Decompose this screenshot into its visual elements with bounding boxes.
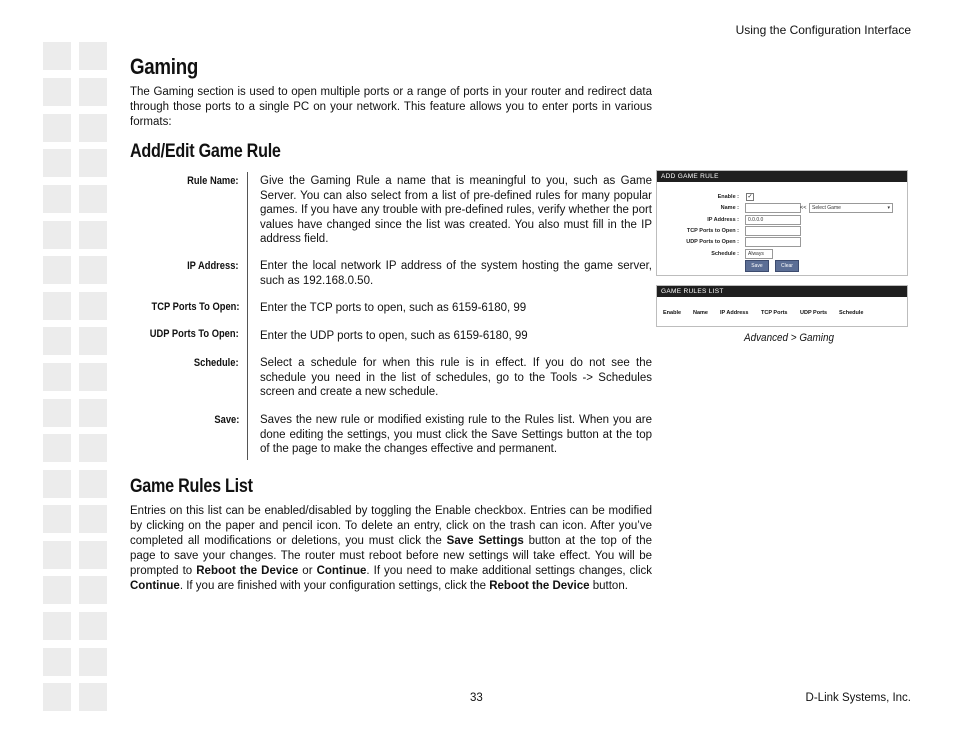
ip-address-label: IP Address : <box>707 217 739 223</box>
save-button[interactable]: Save <box>745 260 769 272</box>
intro-paragraph: The Gaming section is used to open multiple ports or a range of ports in your router and redirect data through those ports to a single PC on your network. This feature allows you to enter ports in various formats: <box>130 86 652 128</box>
figure-caption: Advanced > Gaming <box>744 332 834 344</box>
ip-address-input[interactable]: 0.0.0.0 <box>745 215 801 225</box>
field-label-tcp-ports: TCP Ports To Open: <box>151 301 239 313</box>
text-run: Entries on this list can be enabled/disabled by toggling the Enable checkbox. Entries can be modified by clicking on the paper and pencil icon. To delete an entry, click on the trash can icon. After you’ve completed all modifications or deletions, you must click the <box>130 505 652 547</box>
text-run: button. <box>589 580 628 592</box>
footer-company: D-Link Systems, Inc. <box>805 692 911 704</box>
col-udp-ports: UDP Ports <box>800 310 828 316</box>
bold-continue: Continue <box>130 580 180 592</box>
tcp-ports-label: TCP Ports to Open : <box>686 228 739 234</box>
running-header: Using the Configuration Interface <box>735 23 911 37</box>
field-label-save: Save: <box>214 414 239 426</box>
bold-save-settings: Save Settings <box>446 535 524 547</box>
text-run: button at the top of the page to save your changes. The router must reboot before new settings will take effect. You will be prompted to <box>130 535 653 577</box>
text-run: . If you are finished with your configuration settings, click the <box>179 580 490 592</box>
field-desc-tcp-ports: Enter the TCP ports to open, such as 6159-6180, 99 <box>260 302 527 314</box>
game-rules-list-title: GAME RULES LIST <box>657 286 907 297</box>
bold-reboot-device: Reboot the Device <box>489 580 590 592</box>
field-label-schedule: Schedule: <box>194 357 239 369</box>
field-label-rule-name: Rule Name: <box>187 175 239 187</box>
add-game-rule-panel <box>656 170 908 276</box>
field-desc-ip-address: Enter the local network IP address of the system hosting the game server, such as 192.168.0.50. <box>260 260 652 287</box>
udp-ports-label: UDP Ports to Open : <box>686 239 739 245</box>
copy-arrow[interactable]: << <box>800 205 807 211</box>
enable-label: Enable : <box>717 194 739 200</box>
col-tcp-ports: TCP Ports <box>761 310 788 316</box>
divider-line <box>247 172 248 460</box>
text-run: or <box>298 565 317 577</box>
schedule-label: Schedule : <box>711 251 739 257</box>
field-desc-udp-ports: Enter the UDP ports to open, such as 6159-6180, 99 <box>260 330 528 342</box>
select-game-dropdown[interactable] <box>809 203 893 213</box>
col-ip-address: IP Address <box>720 310 749 316</box>
add-game-rule-title: ADD GAME RULE <box>657 171 907 182</box>
select-game-value: Select Game <box>812 205 841 211</box>
col-name: Name <box>693 310 708 316</box>
udp-ports-input[interactable] <box>745 237 801 247</box>
col-enable: Enable <box>663 310 682 316</box>
text-run: . If you need to make additional settings changes, click <box>366 565 653 577</box>
add-edit-heading: Add/Edit Game Rule <box>130 141 281 162</box>
field-desc-save: Saves the new rule or modified existing rule to the Rules list. When you are done editing the settings, you must click the Save Settings button at the top of the page to make the changes effective and permanent. <box>260 414 652 455</box>
chevron-down-icon: ▾ <box>887 205 890 211</box>
game-rules-list-panel <box>656 285 908 327</box>
tcp-ports-input[interactable] <box>745 226 801 236</box>
field-desc-rule-name: Give the Gaming Rule a name that is meaningful to you, such as Game Server. You can also select from a list of pre-defined rules for many popular games. If you have any trouble with pre-defined rules, verify whether the port values have changed since the list was created. You also must fill in the IP address field. <box>260 175 652 245</box>
col-schedule: Schedule <box>839 310 864 316</box>
rules-list-paragraph <box>130 504 652 594</box>
page-number: 33 <box>470 692 483 704</box>
game-rules-list-heading: Game Rules List <box>130 476 253 497</box>
field-label-udp-ports: UDP Ports To Open: <box>149 328 239 340</box>
field-desc-schedule: Select a schedule for when this rule is in effect. If you do not see the schedule you need in the list of schedules, go to the Tools -> Schedules screen and create a new schedule. <box>260 357 652 398</box>
enable-checkbox[interactable]: ✓ <box>747 194 753 200</box>
field-label-ip-address: IP Address: <box>187 260 239 272</box>
bold-reboot-device: Reboot the Device <box>196 565 299 577</box>
name-label: Name : <box>720 205 739 211</box>
schedule-dropdown[interactable] <box>745 249 773 259</box>
clear-button[interactable]: Clear <box>775 260 799 272</box>
schedule-value: Always <box>748 251 764 257</box>
bold-continue: Continue <box>316 565 367 577</box>
page-title: Gaming <box>130 54 199 79</box>
name-input[interactable] <box>745 203 801 213</box>
